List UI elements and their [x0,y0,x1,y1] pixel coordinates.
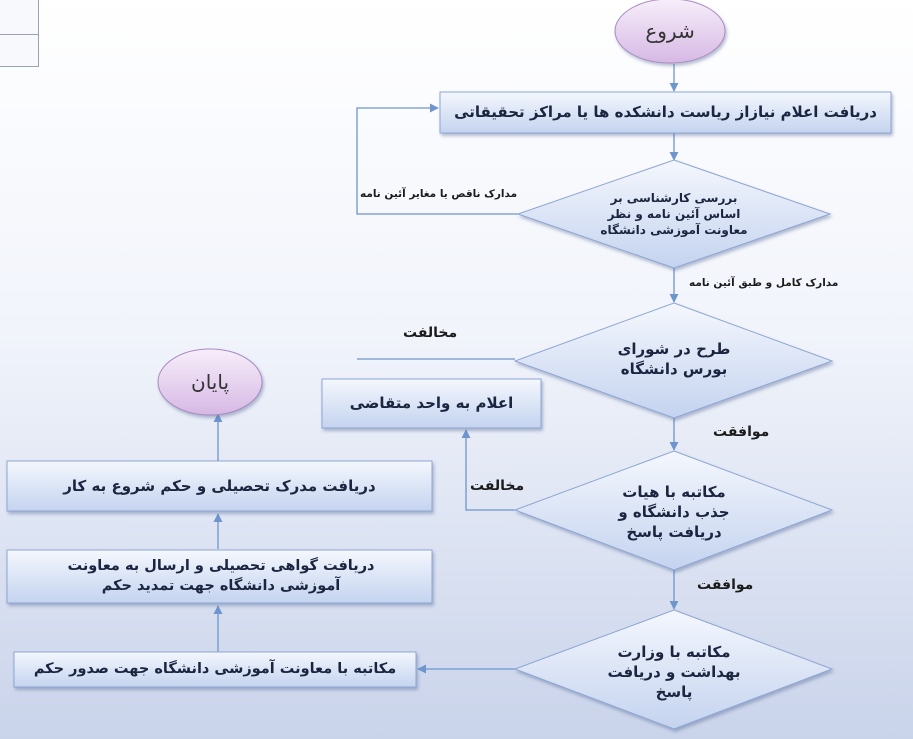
ministry-health-label: مکاتبه با وزارت بهداشت و دریافت پاسخ [607,642,741,702]
agree-label-council: موافقت [713,424,770,440]
agree-label-board: موافقت [697,577,754,593]
oppose-label-council: مخالفت [403,325,458,341]
certificate-extension-label: دریافت گواهی تحصیلی و ارسال به معاونت آموزشی دانشگاه جهت تمدید حکم [67,557,375,594]
oppose-label-board: مخالفت [470,478,525,494]
receive-request-label: دریافت اعلام نیازاز ریاست دانشکده ها یا مراکز تحقیقاتی [454,103,877,122]
notify-applicant-label: اعلام به واحد متقاضی [349,394,514,413]
incomplete-docs-label: مدارک ناقص یا مغایر آئین نامه [360,188,518,200]
final-degree-label: دریافت مدرک تحصیلی و حکم شروع به کار [63,476,376,495]
scholarship-council-label: طرح در شورای بورس دانشگاه [617,339,731,378]
end-label: پایان [191,369,230,394]
deputy-ruling-label: مکاتبه با معاونت آموزشی دانشگاه جهت صدور حکم [33,660,397,677]
start-label: شروع [645,18,695,43]
complete-docs-label: مدارک کامل و طبق آئین نامه [689,277,839,289]
recruitment-board-label: مکاتبه با هیات جذب دانشگاه و دریافت پاسخ [618,482,730,542]
edge-board-oppose-to-notify [466,430,515,510]
expert-review-label: بررسی کارشناسی بر اساس آئین نامه و نظر معاونت آموزشی دانشگاه [600,190,748,238]
